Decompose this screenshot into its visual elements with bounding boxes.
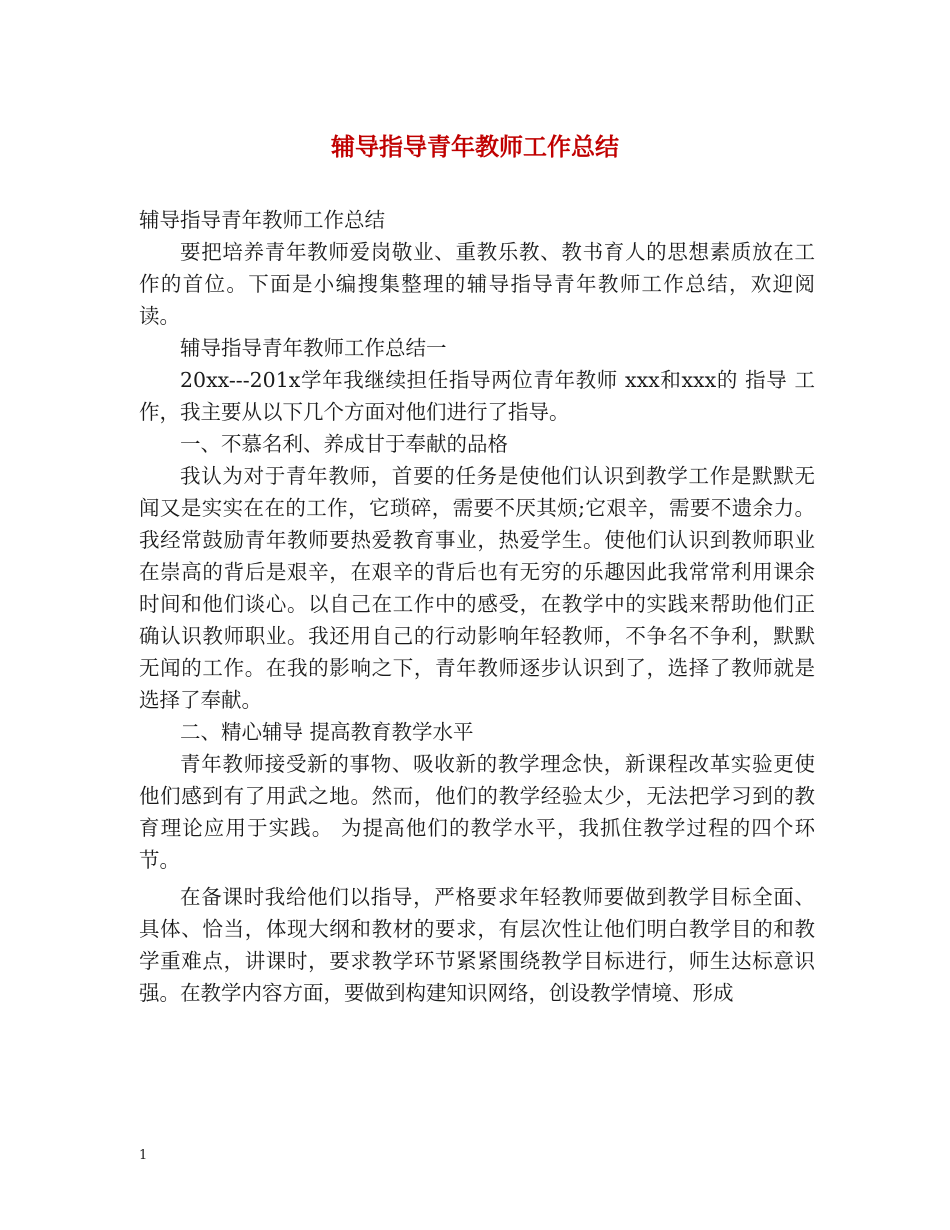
page-number: 1 — [139, 1148, 148, 1163]
document-body — [139, 204, 815, 1009]
paragraph-heading-one: 一、不慕名利、养成甘于奉献的品格 — [180, 432, 508, 456]
paragraph-section-heading: 辅导指导青年教师工作总结一 — [180, 336, 447, 360]
paragraph-year-statement: 20xx---201x学年我继续担任指导两位青年教师 xxx和xxx的 指导 工作，我主要从以下几个方面对他们进行了指导。 — [139, 368, 815, 424]
paragraph-lesson-prep: 在备课时我给他们以指导，严格要求年轻教师要做到教学目标全面、具体、恰当，体现大纲和教材的要求，有层次性让他们明白教学目的和教学重难点，讲课时，要求教学环节紧紧围绕教学目标进行，师生达标意识强。在教学内容方面，要做到构建知识网络，创设教学情境、形成 — [139, 885, 815, 1005]
paragraph-dedication: 我认为对于青年教师，首要的任务是使他们认识到教学工作是默默无闻又是实实在在的工作，它琐碎，需要不厌其烦;它艰辛，需要不遗余力。我经常鼓励青年教师要热爱教育事业，热爱学生。使他们认识到教师职业在崇高的背后是艰辛，在艰辛的背后也有无穷的乐趣因此我常常利用课余时间和他们谈心。以自己在工作中的感受，在教学中的实践来帮助他们正确认识教师职业。我还用自己的行动影响年轻教师，不争名不争利，默默无闻的工作。在我的影响之下，青年教师逐步认识到了，选择了教师就是选择了奉献。 — [139, 464, 815, 712]
document-title: 辅导指导青年教师工作总结 — [331, 132, 619, 161]
paragraph-intro: 要把培养青年教师爱岗敬业、重教乐教、教书育人的思想素质放在工作的首位。下面是小编搜集整理的辅导指导青年教师工作总结，欢迎阅读。 — [139, 240, 815, 328]
paragraph-subtitle: 辅导指导青年教师工作总结 — [139, 208, 385, 232]
paragraph-new-ideas: 青年教师接受新的事物、吸收新的教学理念快，新课程改革实验更使他们感到有了用武之地。然而，他们的教学经验太少，无法把学习到的教育理论应用于实践。 为提高他们的教学水平，我抓住教学过程的四个环节。 — [139, 752, 815, 872]
paragraph-heading-two: 二、精心辅导 提高教育教学水平 — [180, 720, 474, 744]
